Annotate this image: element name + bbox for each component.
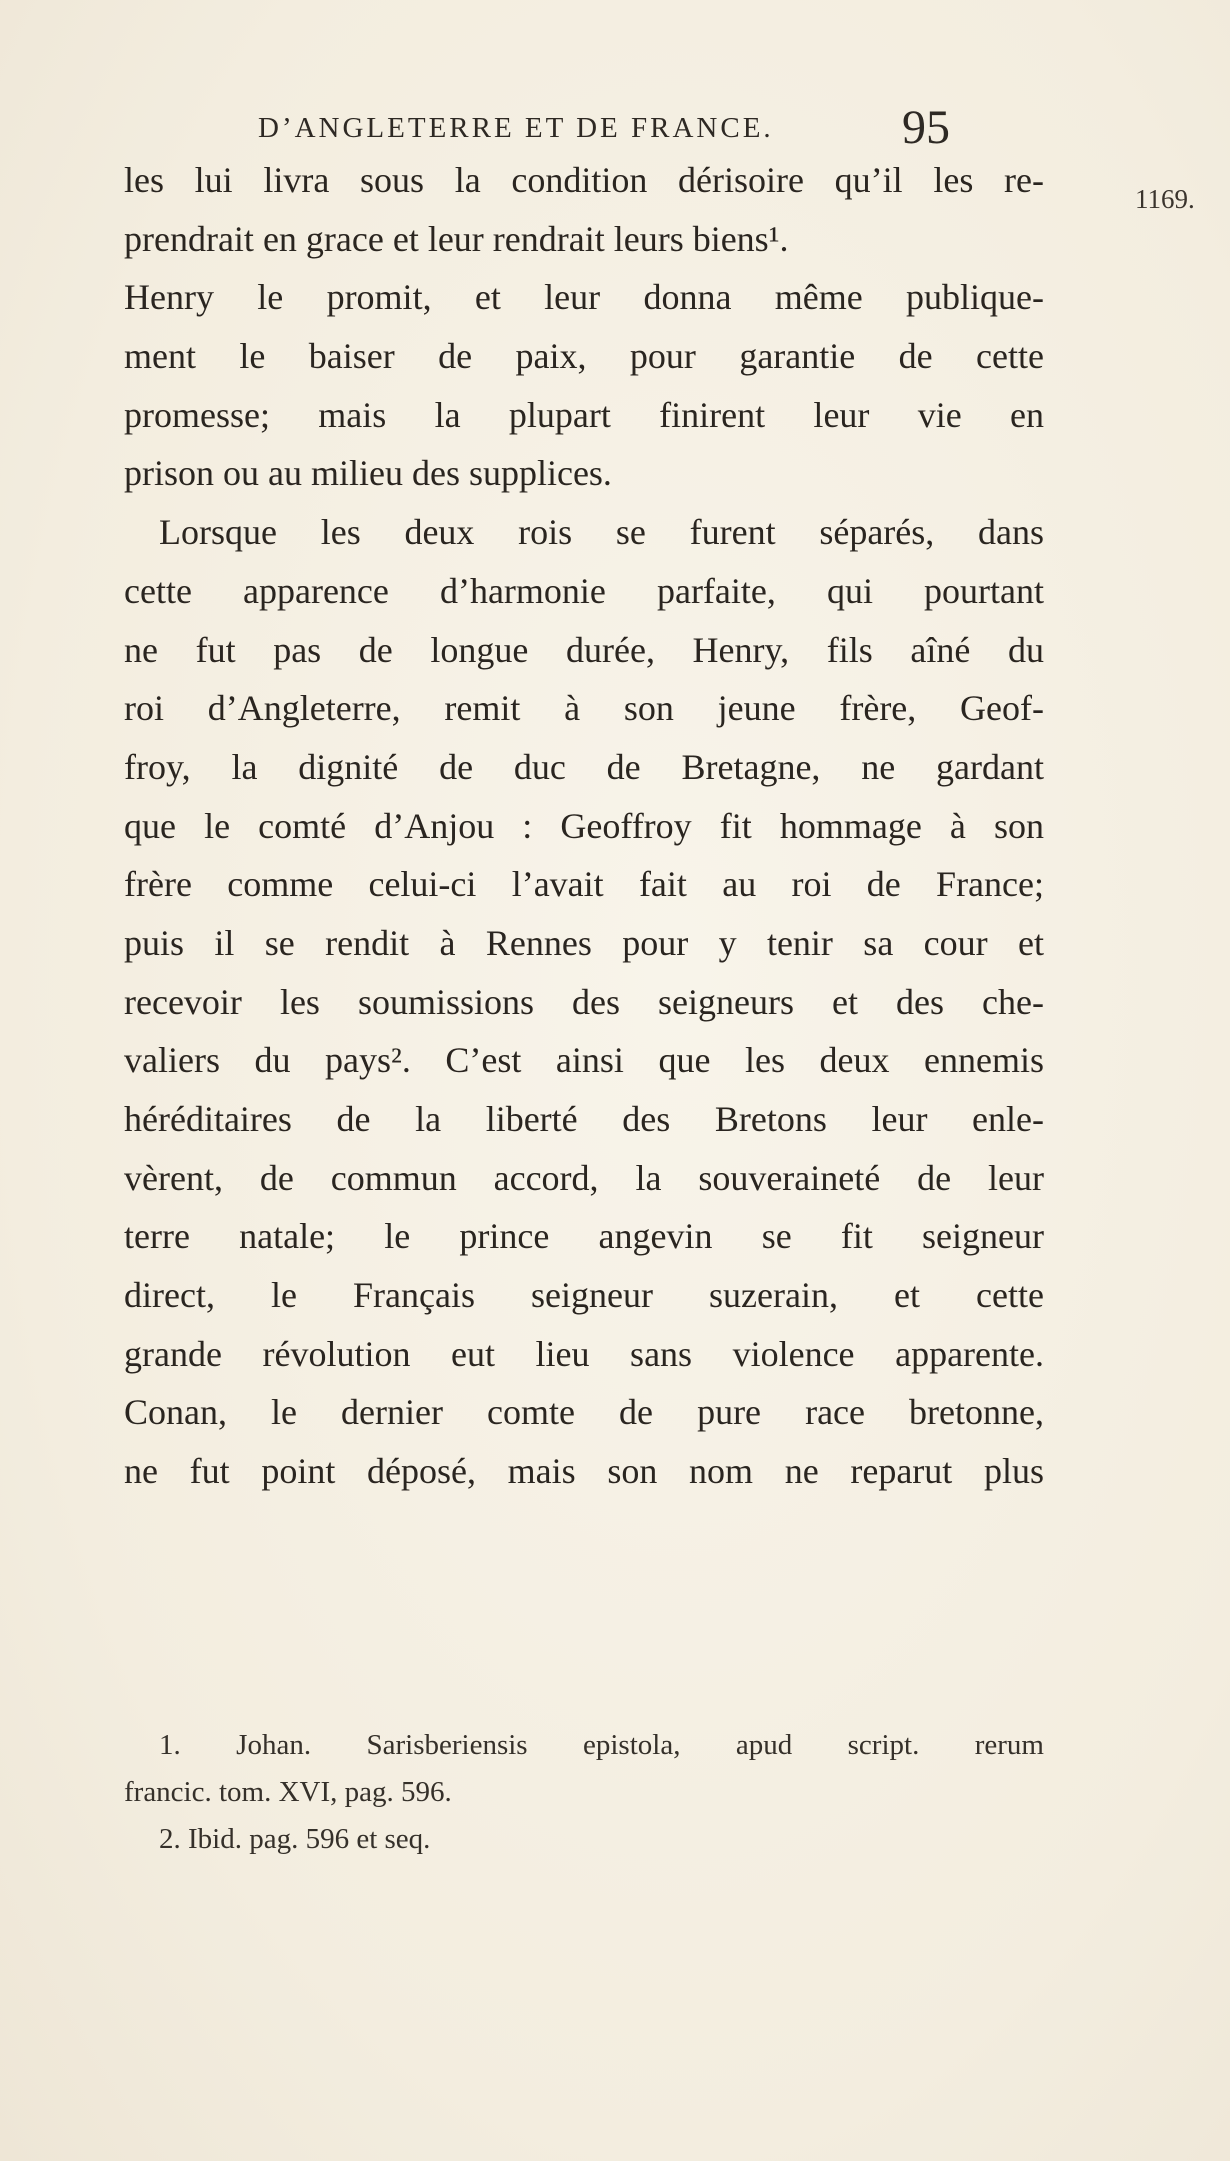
footnote-1: 1. Johan. Sarisberiensis epistola, apud script. rerum (159, 1729, 1044, 1761)
footnotes (124, 1722, 1044, 1863)
text-line: valiers du pays². C’est ainsi que les deux ennemis (124, 1040, 1044, 1081)
text-line: ne fut point déposé, mais son nom ne reparut plus (124, 1451, 1044, 1492)
footnote-2: 2. Ibid. pag. 596 et seq. (159, 1823, 431, 1855)
text-line: terre natale; le prince angevin se fit seigneur (124, 1216, 1044, 1257)
text-line: ne fut pas de longue durée, Henry, fils aîné du (124, 629, 1044, 670)
text-line: grande révolution eut lieu sans violence apparente. (124, 1333, 1044, 1374)
running-head: D’ANGLETERRE ET DE FRANCE. (258, 112, 774, 144)
text-line: promesse; mais la plupart finirent leur vie en (124, 394, 1044, 435)
text-line: Henry le promit, et leur donna même publique- (124, 277, 1044, 318)
text-line: vèrent, de commun accord, la souveraineté de leur (124, 1157, 1044, 1198)
text-line: puis il se rendit à Rennes pour y tenir sa cour et (124, 922, 1044, 963)
margin-year-note: 1169. (1135, 184, 1195, 214)
text-line: frère comme celui-ci l’avait fait au roi de France; (124, 864, 1044, 905)
text-line: direct, le Français seigneur suzerain, et cette (124, 1275, 1044, 1316)
body-text (124, 151, 1044, 1501)
text-line: ment le baiser de paix, pour garantie de cette (124, 336, 1044, 377)
text-line: que le comté d’Anjou : Geoffroy fit hommage à son (124, 805, 1044, 846)
paragraph-start-line: Lorsque les deux rois se furent séparés, dans (159, 512, 1044, 553)
text-line: cette apparence d’harmonie parfaite, qui pourtant (124, 570, 1044, 611)
text-line: froy, la dignité de duc de Bretagne, ne gardant (124, 746, 1044, 787)
text-line: héréditaires de la liberté des Bretons leur enle- (124, 1099, 1044, 1139)
text-line: prison ou au milieu des supplices. (124, 453, 612, 494)
text-line: les lui livra sous la condition dérisoire qu’il les re- (124, 160, 1044, 200)
footnote-1-continuation: francic. tom. XVI, pag. 596. (124, 1776, 452, 1808)
text-line: roi d’Angleterre, remit à son jeune frère, Geof- (124, 688, 1044, 729)
text-line: prendrait en grace et leur rendrait leurs biens¹. (124, 218, 789, 259)
page-number: 95 (902, 101, 950, 154)
text-line: Conan, le dernier comte de pure race bretonne, (124, 1392, 1044, 1433)
text-line: recevoir les soumissions des seigneurs et des che- (124, 981, 1044, 1022)
